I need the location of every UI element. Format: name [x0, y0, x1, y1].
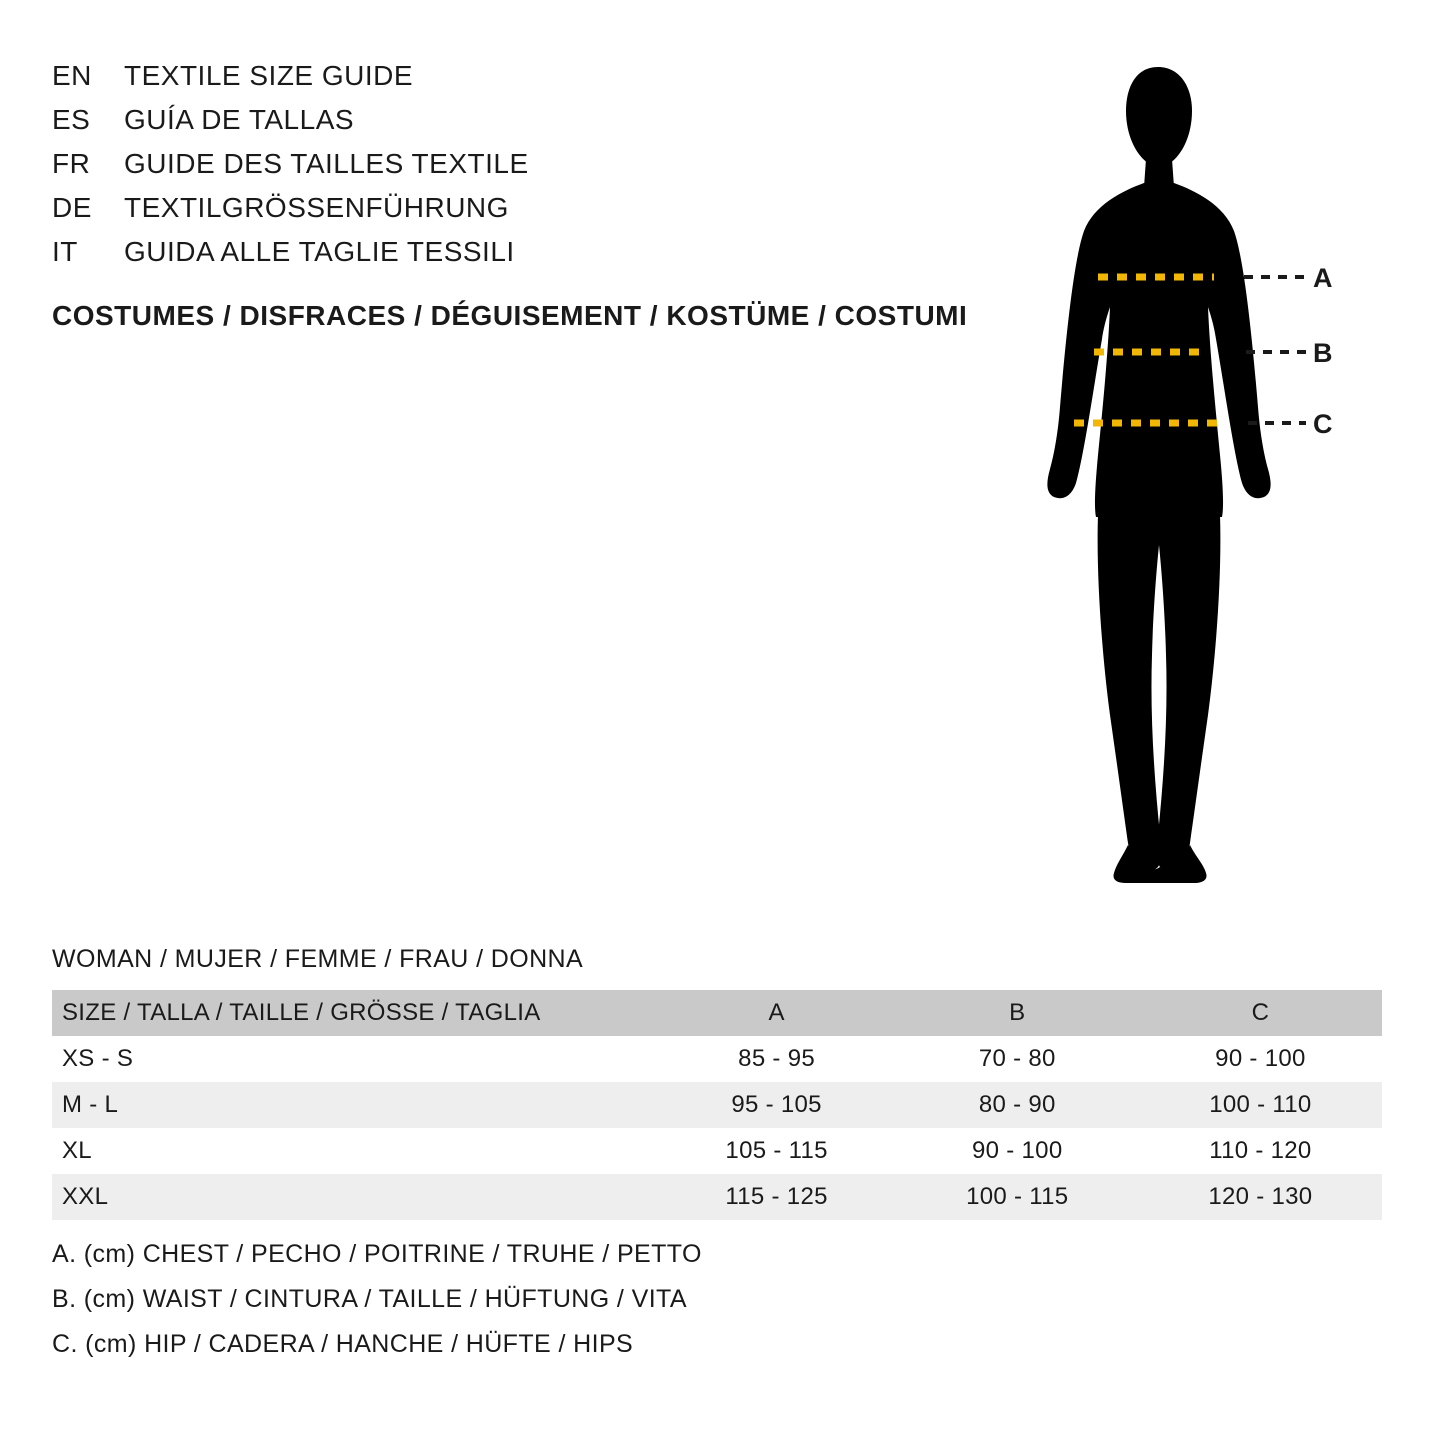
table-header-a: A: [658, 990, 896, 1036]
language-title-es: GUÍA DE TALLAS: [124, 104, 355, 135]
language-title-it: GUIDA ALLE TAGLIE TESSILI: [124, 236, 515, 267]
body-figure: [1010, 55, 1390, 895]
language-row-de: [52, 192, 1012, 228]
table-caption: WOMAN / MUJER / FEMME / FRAU / DONNA: [52, 945, 584, 973]
language-code-it: IT: [52, 236, 78, 267]
language-row-fr: [52, 148, 1012, 184]
measure-label-b: B: [1313, 338, 1333, 368]
table-header-b: B: [896, 990, 1139, 1036]
row-c: 90 - 100: [1139, 1036, 1382, 1082]
table-row: [52, 1036, 1382, 1082]
measure-label-a: A: [1313, 263, 1333, 293]
size-table-section: [52, 945, 1382, 1220]
language-code-es: ES: [52, 104, 91, 135]
language-row-it: [52, 236, 1012, 272]
row-size: XL: [52, 1128, 658, 1174]
row-b: 100 - 115: [896, 1174, 1139, 1220]
table-row: [52, 1082, 1382, 1128]
row-a: 85 - 95: [658, 1036, 896, 1082]
row-size: XS - S: [52, 1036, 658, 1082]
size-table: [52, 990, 1382, 1220]
legend-line-a: A. (cm) CHEST / PECHO / POITRINE / TRUHE / PETTO: [52, 1240, 702, 1268]
row-size: XXL: [52, 1174, 658, 1220]
table-header-size: SIZE / TALLA / TAILLE / GRÖSSE / TAGLIA: [52, 990, 658, 1036]
language-title-de: TEXTILGRÖSSENFÜHRUNG: [124, 192, 509, 223]
language-title-fr: GUIDE DES TAILLES TEXTILE: [124, 148, 529, 179]
language-title-en: TEXTILE SIZE GUIDE: [124, 60, 414, 91]
row-c: 120 - 130: [1139, 1174, 1382, 1220]
row-a: 95 - 105: [658, 1082, 896, 1128]
row-b: 70 - 80: [896, 1036, 1139, 1082]
size-guide-header: [52, 60, 1012, 332]
woman-silhouette-icon: [1010, 55, 1390, 895]
row-b: 90 - 100: [896, 1128, 1139, 1174]
measure-label-c: C: [1313, 409, 1333, 439]
table-row: [52, 1128, 1382, 1174]
language-row-en: [52, 60, 1012, 96]
legend-line-b: B. (cm) WAIST / CINTURA / TAILLE / HÜFTUNG / VITA: [52, 1285, 687, 1313]
row-a: 115 - 125: [658, 1174, 896, 1220]
table-header-c: C: [1139, 990, 1382, 1036]
row-c: 100 - 110: [1139, 1082, 1382, 1128]
row-b: 80 - 90: [896, 1082, 1139, 1128]
row-a: 105 - 115: [658, 1128, 896, 1174]
language-code-de: DE: [52, 192, 92, 223]
language-row-es: [52, 104, 1012, 140]
legend-line-c: C. (cm) HIP / CADERA / HANCHE / HÜFTE / HIPS: [52, 1330, 634, 1358]
language-code-en: EN: [52, 60, 92, 91]
language-code-fr: FR: [52, 148, 91, 179]
row-size: M - L: [52, 1082, 658, 1128]
measurement-legend: [52, 1240, 1052, 1375]
row-c: 110 - 120: [1139, 1128, 1382, 1174]
table-header-row: [52, 990, 1382, 1036]
table-row: [52, 1174, 1382, 1220]
category-title: COSTUMES / DISFRACES / DÉGUISEMENT / KOSTÜME / COSTUMI: [52, 300, 968, 331]
